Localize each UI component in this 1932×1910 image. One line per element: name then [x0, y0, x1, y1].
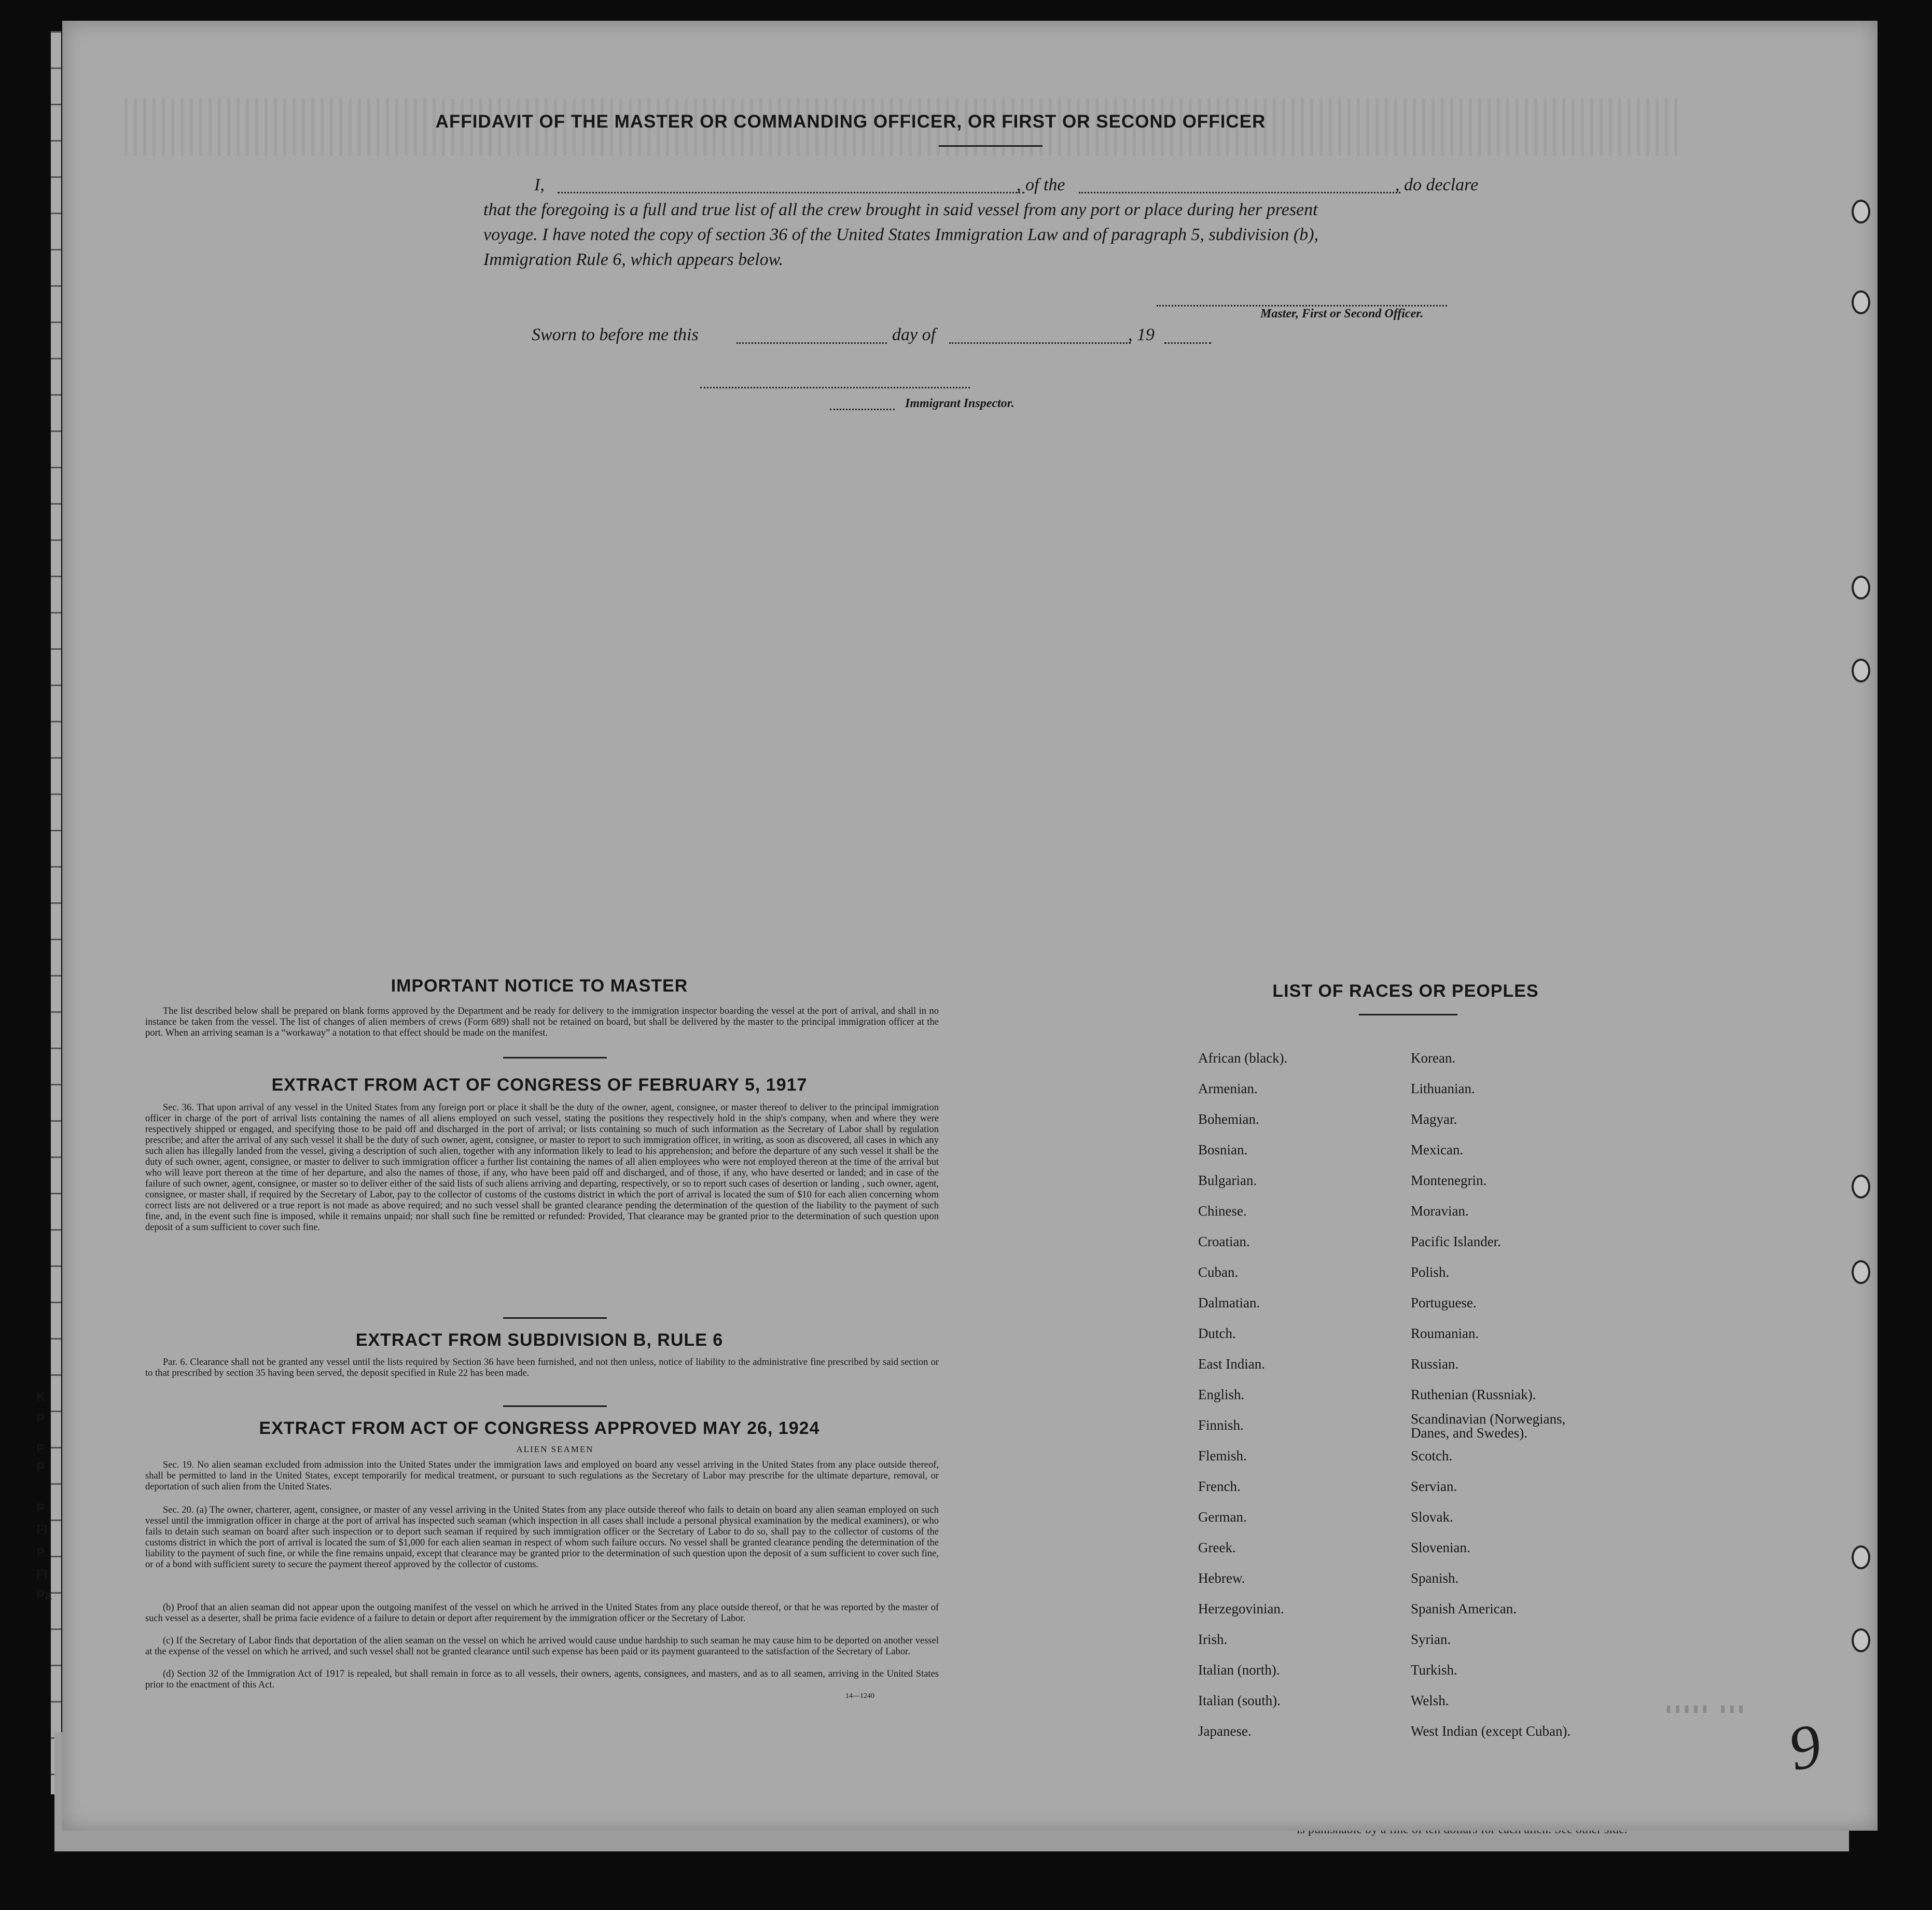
race-item: Flemish.	[1198, 1448, 1247, 1463]
race-item: West Indian (except Cuban).	[1411, 1723, 1571, 1739]
race-item: Korean.	[1411, 1050, 1456, 1066]
race-item: Dutch.	[1198, 1326, 1236, 1341]
race-item: Ruthenian (Russniak).	[1411, 1387, 1536, 1402]
margin-tab-label: FI	[36, 1523, 48, 1537]
extract-1924-p1: Sec. 19. No alien seaman excluded from admission into the United States under the immigration laws and employed on board any vessel arriving in the United States from any place outside thereof, shall be permitted to land in the United States, except temporarily for medical treatment, or pursuant to such regulations as the Secretary of Labor may prescribe for the ultimate departure, removal, or deportation of such alien from the United States.	[145, 1460, 939, 1492]
race-item: Slovak.	[1411, 1509, 1453, 1525]
race-item: Bosnian.	[1198, 1142, 1248, 1158]
race-item: Greek.	[1198, 1540, 1236, 1555]
race-item: French.	[1198, 1479, 1241, 1494]
affidavit-title-rule	[939, 145, 1043, 147]
race-item: Polish.	[1411, 1264, 1450, 1280]
notice-text: The list described below shall be prepared on blank forms approved by the Department and be ready for delivery to the immigration inspector boarding the vessel at the port of arrival, and shall in no instance be taken from the vessel. The list of changes of alien members of crews (Form 689) shall not be retained on board, but shall be delivered by the master to the principal immigration officer at the port. When an arriving seaman is a “workaway” a notation to that effect should be made on the manifest.	[145, 1006, 939, 1038]
race-item: Herzegovinian.	[1198, 1601, 1284, 1616]
race-item: Spanish American.	[1411, 1601, 1517, 1616]
races-title: LIST OF RACES OR PEOPLES	[1272, 981, 1539, 1001]
punch-hole	[1852, 1260, 1870, 1284]
margin-tab-label: F	[36, 1442, 44, 1456]
sworn-day-of: day of	[892, 325, 936, 344]
margin-tab-label: P	[36, 1460, 45, 1474]
affidavit-of-the: , of the	[1017, 175, 1065, 194]
punch-hole	[1852, 1175, 1870, 1198]
extract-1924-title: EXTRACT FROM ACT OF CONGRESS APPROVED MAY 26, 1924	[259, 1418, 820, 1438]
race-item: Bulgarian.	[1198, 1173, 1257, 1188]
inspector-line-short	[830, 409, 895, 410]
document-page	[62, 21, 1878, 1831]
race-item: Finnish.	[1198, 1417, 1244, 1433]
race-item: African (black).	[1198, 1050, 1288, 1066]
sworn-year-blank	[1164, 342, 1211, 344]
race-item: Welsh.	[1411, 1693, 1449, 1708]
extract-1917-text: Sec. 36. That upon arrival of any vessel in the United States from any foreign port or place it shall be the duty of the owner, agent, consignee, or master thereof to deliver to the principal immigration officer in charge of the port of arrival lists containing the names of all aliens employed on such vessel, stating the positions they respectively hold in the ship's company, when and where they were respectively shipped or engaged, and specifying those to be paid off and discharged in the port of arrival; or lists containing so much of such information as the Secretary of Labor shall by regulation prescribe; and after the arrival of any such vessel it shall be the duty of such owner, agent, consignee, or master to report to such immigration officer, in writing, as soon as discovered, all cases in which any such alien has illegally landed from the vessel, giving a description of such alien, together with any information likely to lead to his apprehension; and before the departure of any such vessel it shall be the duty of such owner, agent, consignee, or master to deliver to such immigration officer a further list containing the names of all alien employees who were not employed thereon at the time of the arrival but who will leave port thereon at the time of her departure, and also the names of those, if any, who have been paid off and discharged, and of those, if any, who have deserted or landed; and in case of the failure of such owner, agent, consignee, or master so to deliver either of the said lists of such aliens arriving and departing, respectively, or so to report such cases of desertion or landing , such owner, agent, consignee, or master shall, if required by the Secretary of Labor, pay to the collector of customs of the customs district in which the port of arrival is located the sum of $10 for each alien concerning whom correct lists are not delivered or a true report is not made as above required; and no such vessel shall be granted clearance pending the determination of the question of the liability to the payment of such fine, and, in the event such fine is imposed, while it remains unpaid; nor shall such fine be remitted or refunded: Provided, That clearance may be granted prior to the determination of such question upon deposit of a sum sufficient to cover such fine.	[145, 1103, 939, 1233]
extract-1917-rule	[503, 1317, 607, 1319]
affidavit-line4: Immigration Rule 6, which appears below.	[483, 250, 784, 269]
extract-1924-p5: (d) Section 32 of the Immigration Act of 1917 is repealed, but shall remain in force as to all vessels, their owners, agents, consignees, and masters, and as to all seamen, arriving in the United States prior to the enactment of this Act.	[145, 1669, 939, 1690]
vessel-blank	[1079, 192, 1400, 193]
extract-1924-p3: (b) Proof that an alien seaman did not appear upon the outgoing manifest of the vessel on which he arrived in the United States from any place outside thereof, or that he was reported by the master of such vessel as a deserter, shall be prima facie evidence of a failure to detain or deport after requirement by the immigration officer or the Secretary of Labor.	[145, 1602, 939, 1624]
race-item: Turkish.	[1411, 1662, 1457, 1678]
punch-hole	[1852, 200, 1870, 224]
sworn-year: , 19	[1128, 325, 1155, 344]
extract-1924-subtitle: ALIEN SEAMEN	[516, 1444, 594, 1454]
affidavit-declare: , do declare	[1395, 175, 1479, 194]
punch-hole	[1852, 1545, 1870, 1569]
race-item: Hebrew.	[1198, 1570, 1245, 1586]
race-item: German.	[1198, 1509, 1247, 1525]
handwritten-mark: 9	[1782, 1710, 1828, 1784]
faint-stamp: ▮▮▮▮▮ ▮▮▮	[1665, 1703, 1746, 1717]
extract-rule6-text: Par. 6. Clearance shall not be granted any vessel until the lists required by Section 36 have been furnished, and not then unless, notice of liability to the administrative fine prescribed by said section or to that prescribed by section 35 having been served, the deposit specified in Rule 22 has been made.	[145, 1357, 939, 1378]
race-item: Cuban.	[1198, 1264, 1239, 1280]
left-edge-ruler	[51, 31, 61, 1794]
extract-rule6-rule	[503, 1405, 607, 1407]
notice-rule	[503, 1057, 607, 1058]
punch-hole	[1852, 1628, 1870, 1652]
race-item: Spanish.	[1411, 1570, 1459, 1586]
sworn-day-blank	[736, 342, 887, 344]
extract-1924-p4: (c) If the Secretary of Labor finds that deportation of the alien seaman on the vessel on which he arrived would cause undue hardship to such seaman he may cause him to be deported on another vessel at the expense of the vessel on which he arrived, and such vessel shall not be granted clearance until such expense has been paid or its payment guaranteed to the satisfaction of the Secretary of Labor.	[145, 1636, 939, 1657]
extract-rule6-title: EXTRACT FROM SUBDIVISION B, RULE 6	[355, 1330, 724, 1350]
inspector-line	[700, 387, 970, 388]
race-item: Pacific Islander.	[1411, 1234, 1501, 1249]
margin-tab-label: P	[36, 1545, 45, 1559]
margin-tab-label: P	[36, 1501, 45, 1515]
signature-line	[1157, 305, 1447, 306]
margin-tab-label: Pa	[36, 1588, 52, 1602]
race-item: Portuguese.	[1411, 1295, 1477, 1310]
extract-1924-p2: Sec. 20. (a) The owner, charterer, agent, consignee, or master of any vessel arriving in the United States from any place outside thereof who fails to detain on board any alien seaman employed on such vessel until the immigration officer in charge at the port of arrival has inspected such seaman (which inspection in all cases shall include a personal physical examination by the medical examiners), or who fails to detain such seaman on board after such inspection or to deport such seaman if required by such immigration officer or the Secretary of Labor to do so, shall pay to the collector of customs of the customs district in which the port of arrival is located the sum of $1,000 for each alien seaman in respect of whom such failure occurs. No vessel shall be granted clearance pending the determination of the liability to the payment of such fine, or while the fine remains unpaid, except that clearance may be granted prior to the determination of such question upon the deposit of a sum sufficient to cover such fine, or of a bond with sufficient surety to secure the payment thereof approved by the collector of customs.	[145, 1505, 939, 1570]
race-item: Armenian.	[1198, 1081, 1258, 1096]
name-blank	[558, 192, 1024, 193]
race-item: Lithuanian.	[1411, 1081, 1475, 1096]
race-item: Croatian.	[1198, 1234, 1250, 1249]
race-item: Moravian.	[1411, 1203, 1469, 1219]
margin-tab-label: FI	[36, 1567, 48, 1581]
affidavit-line2: that the foregoing is a full and true list of all the crew brought in said vessel from any port or place during her present	[483, 200, 1318, 219]
inspector-label: Immigrant Inspector.	[905, 397, 1014, 410]
race-item: Scotch.	[1411, 1448, 1453, 1463]
race-item: Italian (north).	[1198, 1662, 1280, 1678]
race-item: English.	[1198, 1387, 1245, 1402]
race-item: Mexican.	[1411, 1142, 1464, 1158]
affidavit-line3: voyage. I have noted the copy of section 36 of the United States Immigration Law and of paragraph 5, subdivision (b),	[483, 225, 1319, 244]
affidavit-i: I,	[534, 175, 545, 194]
race-item: Bohemian.	[1198, 1111, 1259, 1127]
race-item: Chinese.	[1198, 1203, 1247, 1219]
form-number: 14—1240	[845, 1692, 874, 1700]
race-item: Dalmatian.	[1198, 1295, 1260, 1310]
margin-tab-label: P	[36, 1412, 45, 1426]
notice-title: IMPORTANT NOTICE TO MASTER	[391, 976, 688, 996]
race-item: Japanese.	[1198, 1723, 1252, 1739]
punch-hole	[1852, 576, 1870, 600]
extract-1917-title: EXTRACT FROM ACT OF CONGRESS OF FEBRUARY 5, 1917	[271, 1075, 808, 1095]
margin-tab-label: K	[36, 1390, 46, 1404]
punch-hole	[1852, 659, 1870, 682]
race-item: Italian (south).	[1198, 1693, 1281, 1708]
race-item: East Indian.	[1198, 1356, 1265, 1372]
race-item: Scandinavian (Norwegians, Danes, and Swedes).	[1411, 1411, 1566, 1441]
race-item: Slovenian.	[1411, 1540, 1470, 1555]
race-item: Servian.	[1411, 1479, 1457, 1494]
punch-hole	[1852, 290, 1870, 314]
race-item: Montenegrin.	[1411, 1173, 1487, 1188]
affidavit-title: AFFIDAVIT OF THE MASTER OR COMMANDING OFFICER, OR FIRST OR SECOND OFFICER	[435, 111, 1266, 132]
race-item: Irish.	[1198, 1632, 1228, 1647]
race-item: Magyar.	[1411, 1111, 1457, 1127]
signature-label: Master, First or Second Officer.	[1260, 307, 1424, 320]
races-title-rule	[1359, 1014, 1457, 1015]
race-item: Roumanian.	[1411, 1326, 1479, 1341]
sworn-text: Sworn to before me this	[532, 325, 699, 344]
race-item: Syrian.	[1411, 1632, 1451, 1647]
sworn-month-blank	[949, 342, 1131, 344]
race-item: Russian.	[1411, 1356, 1459, 1372]
